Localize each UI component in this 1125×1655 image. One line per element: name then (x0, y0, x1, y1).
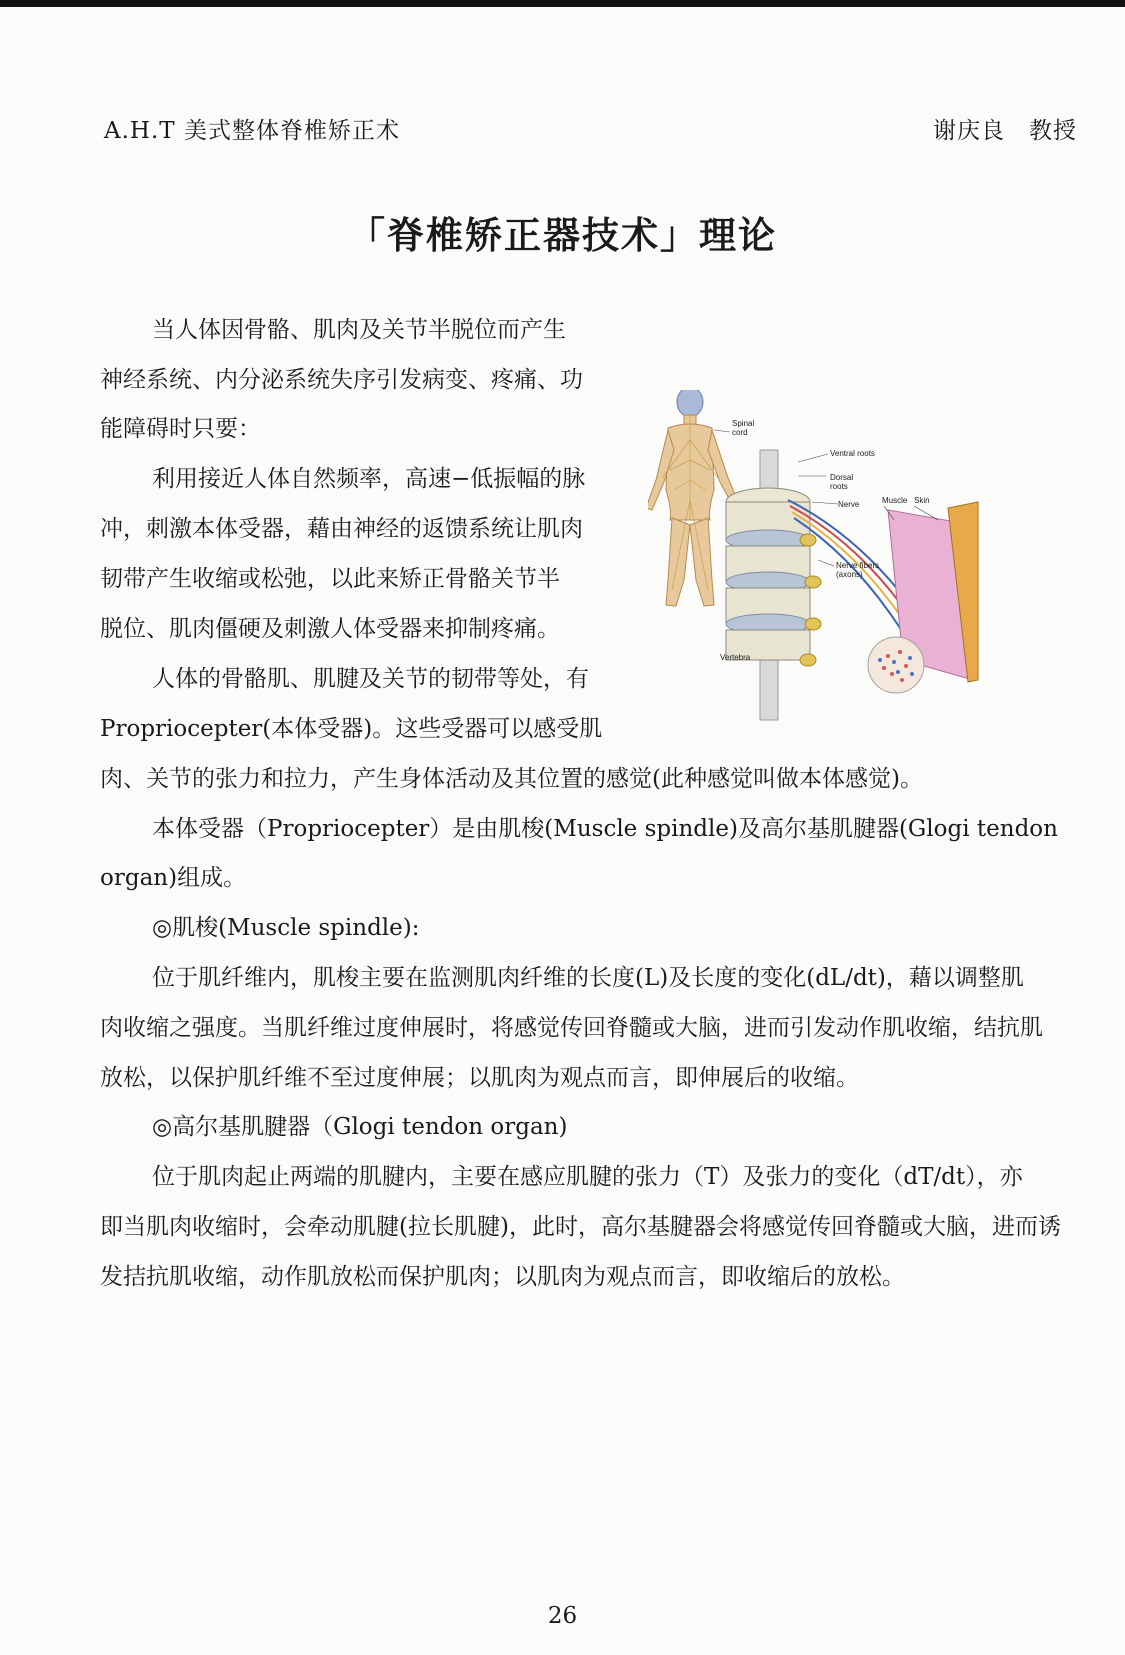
label-skin: Skin (914, 496, 930, 505)
text-line: organ)组成。 (100, 865, 247, 891)
text-line: 肉收缩之强度。当肌纤维过度伸展时，将感觉传回脊髓或大脑，进而引发动作肌收缩，结抗肌 (100, 1015, 1043, 1041)
text-line: 冲，刺激本体受器，藉由神经的返馈系统让肌肉 (100, 516, 583, 542)
vertebra-stack (726, 450, 810, 720)
page-number: 26 (547, 1603, 578, 1629)
nervous-system-illustration (648, 390, 1036, 728)
text-line: 即当肌肉收缩时，会牵动肌腱(拉长肌腱)，此时，高尔基腱器会将感觉传回脊髓或大脑，进而诱 (100, 1214, 1061, 1240)
text-line: 脱位、肌肉僵硬及刺激人体受器来抑制疼痛。 (100, 616, 560, 642)
top-border (0, 0, 1125, 7)
text-line: 位于肌纤维内，肌梭主要在监测肌肉纤维的长度(L)及长度的变化(dL/dt)，藉以调整肌 (152, 965, 1024, 991)
text-line: 利用接近人体自然频率，高速−低振幅的脉 (152, 466, 586, 492)
page-title: 「脊椎矫正器技术」理论 (348, 213, 777, 257)
label-muscle: Muscle (882, 496, 908, 505)
text-line: 发拮抗肌收缩，动作肌放松而保护肌肉；以肌肉为观点而言，即收缩后的放松。 (100, 1264, 905, 1290)
label-nerve: Nerve (838, 500, 860, 509)
label-dorsal-roots-2: roots (830, 482, 848, 491)
text-line: 能障碍时只要： (100, 416, 261, 442)
label-spinal-cord-2: cord (732, 428, 748, 437)
text-line: 肉、关节的张力和拉力，产生身体活动及其位置的感觉(此种感觉叫做本体感觉)。 (100, 766, 923, 792)
label-dorsal-roots-1: Dorsal (830, 473, 854, 482)
text-line: 韧带产生收缩或松弛，以此来矫正骨骼关节半 (100, 566, 560, 592)
text-line: 人体的骨骼肌、肌腱及关节的韧带等处，有 (152, 666, 589, 692)
header-author: 谢庆良 教授 (933, 118, 1077, 144)
header-book-title: A.H.T 美式整体脊椎矫正术 (104, 118, 400, 144)
label-spinal-cord-1: Spinal (732, 419, 755, 428)
text-line: 本体受器（Propriocepter）是由肌梭(Muscle spindle)及高尔基肌腱器(Glogi tendon (152, 816, 1058, 842)
label-ventral-roots: Ventral roots (830, 449, 875, 458)
subheading-muscle-spindle: ◎肌梭(Muscle spindle): (152, 915, 420, 941)
label-nerve-fibers-2: (axons) (836, 570, 863, 579)
text-line: Propriocepter(本体受器)。这些受器可以感受肌 (100, 716, 603, 742)
text-line: 位于肌肉起止两端的肌腱内，主要在感应肌腱的张力（T）及张力的变化（dT/dt），亦 (152, 1164, 1023, 1190)
subheading-golgi-tendon-organ: ◎高尔基肌腱器（Glogi tendon organ) (152, 1114, 568, 1140)
text-line: 当人体因骨骼、肌肉及关节半脱位而产生 (152, 317, 566, 343)
label-vertebra: Vertebra (720, 653, 751, 662)
label-nerve-fibers-1: Nerve fibers (836, 561, 880, 570)
text-line: 神经系统、内分泌系统失序引发病变、疼痛、功 (100, 367, 583, 393)
nerve-cross-section (868, 637, 924, 693)
text-line: 放松，以保护肌纤维不至过度伸展；以肌肉为观点而言，即伸展后的收缩。 (100, 1065, 859, 1091)
